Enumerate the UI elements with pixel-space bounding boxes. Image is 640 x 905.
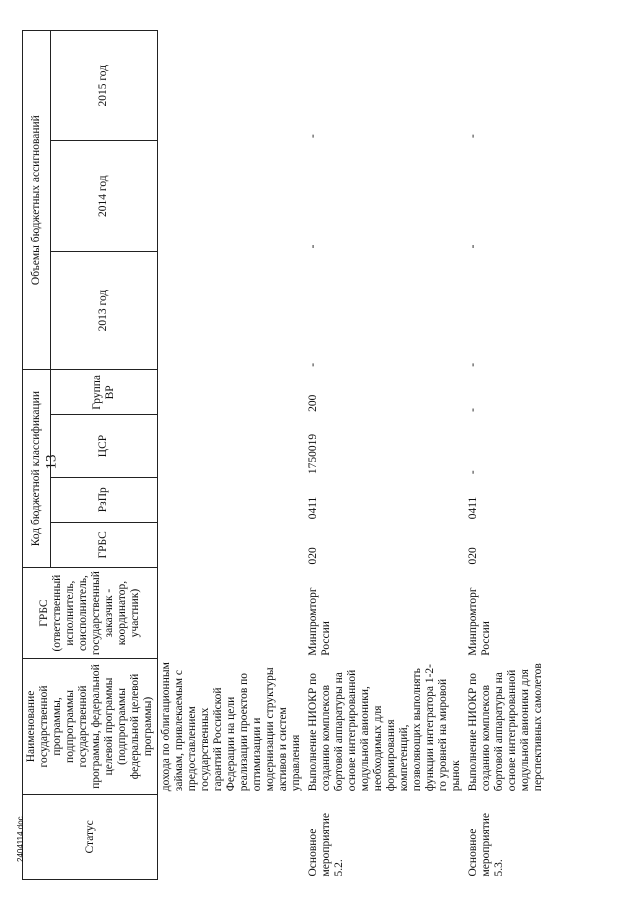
table-row <box>465 31 575 880</box>
header-name: Наименование государственной программы, подпрограммы государственной программы, федеральной целевой программы (подпрограммы федеральной целевой программы) <box>23 659 158 794</box>
cell-rzpr <box>158 477 306 522</box>
rotated-table-inner <box>22 30 622 880</box>
cell-rzpr: 0411 <box>467 496 479 520</box>
cell-vr: - <box>467 408 479 412</box>
cell-grbs-full: Минпромторг России <box>307 587 332 656</box>
footer-doc-code: 2404114.doc <box>16 816 25 862</box>
cell-rzpr: 0411 <box>307 496 319 520</box>
cell-2014: - <box>307 244 319 249</box>
header-grbs: ГРБС <box>50 522 157 567</box>
cell-vr <box>158 370 306 415</box>
cell-status <box>158 794 306 879</box>
budget-table <box>22 30 575 880</box>
cell-2014: - <box>467 244 479 249</box>
header-2015: 2015 год <box>50 31 157 141</box>
cell-csr: - <box>467 470 479 475</box>
cell-name: Выполнение НИОКР по созданию комплексов бортовой аппаратуры на основе интегрированной модульной авионики для перспективных самолетов <box>467 663 544 792</box>
cell-2015 <box>158 31 306 141</box>
header-csr: ЦСР <box>50 415 157 477</box>
cell-csr: 1750019 <box>307 433 319 475</box>
header-grbs-full: ГРБС (ответственный исполнитель, соисполнитель, государственный заказчик - координатор, участник) <box>23 567 158 658</box>
cell-name: Выполнение НИОКР по созданию комплексов бортовой аппаратуры на основе интегрированной модульной авионики, необходимых для формирования компетенций, позволяющих выполнять функции интегратора 1-2-го уровней на мировой рынок <box>307 663 462 792</box>
header-budget-code: Код бюджетной классификации <box>23 370 51 568</box>
cell-name: дохода по облигационным займам, привлекаемым с предоставлением государственных гарантий Российской Федерации на цели реализации проектов по оптимизации и модернизации структуры активов и систем управления <box>160 662 302 792</box>
header-rzpr: РзПр <box>50 477 157 522</box>
page-number: 13 <box>43 454 60 470</box>
header-2014: 2014 год <box>50 141 157 251</box>
cell-2013 <box>158 251 306 369</box>
cell-2013: - <box>467 362 479 367</box>
cell-grbs <box>158 522 306 567</box>
cell-status: Основное мероприятие 5.2. <box>307 812 345 877</box>
cell-grbs-full: Минпромторг России <box>467 587 492 656</box>
cell-status: Основное мероприятие 5.3. <box>467 812 505 877</box>
cell-grbs: 020 <box>467 547 479 565</box>
cell-2013: - <box>307 362 319 367</box>
cell-2015: - <box>307 134 319 138</box>
header-volumes: Объемы бюджетных ассигнований <box>23 31 51 370</box>
header-2013: 2013 год <box>50 251 157 369</box>
cell-2015: - <box>467 134 479 138</box>
table-row <box>158 31 306 880</box>
rotated-table-area <box>22 30 622 880</box>
cell-2014 <box>158 141 306 251</box>
cell-grbs-full <box>158 567 306 658</box>
cell-vr: 200 <box>307 394 319 412</box>
header-group-vr: Группа ВР <box>50 370 157 415</box>
cell-csr <box>158 415 306 477</box>
header-status: Статус <box>23 794 158 879</box>
table-row <box>305 31 465 880</box>
cell-grbs: 020 <box>307 547 319 565</box>
